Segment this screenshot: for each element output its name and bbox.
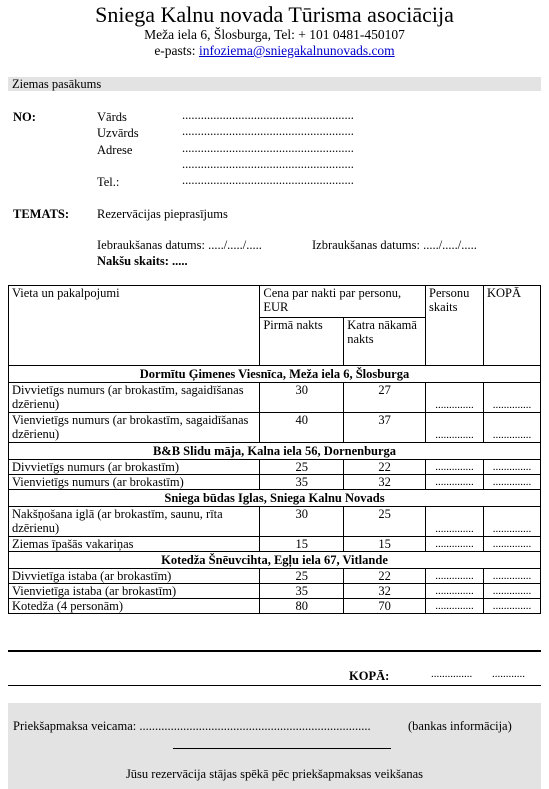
persons-input[interactable]: .............. — [426, 599, 484, 614]
price-first: 40 — [260, 413, 344, 443]
header-persons: Personu skaits — [426, 286, 484, 366]
total-input[interactable]: .............. — [484, 413, 541, 443]
header-first-night: Pirmā nakts — [260, 318, 344, 366]
signature-rule — [173, 748, 391, 749]
service-name: Kotedža (4 personām) — [9, 599, 260, 614]
field-name-dots[interactable]: ....................................................... — [182, 108, 354, 122]
persons-input[interactable]: .............. — [426, 460, 484, 475]
prepayment-note: Jūsu rezervācija stājas spēkā pēc priekšapmaksas veikšanas — [125, 767, 424, 781]
header-total: KOPĀ — [484, 286, 541, 366]
subject-label: TEMATS: — [13, 207, 70, 221]
field-address2-dots[interactable]: ....................................................... — [182, 157, 354, 171]
price-first: 25 — [260, 460, 344, 475]
total-input[interactable]: .............. — [484, 475, 541, 490]
price-first: 35 — [260, 584, 344, 599]
field-address-dots[interactable]: ....................................................... — [182, 141, 354, 155]
prepayment-line[interactable]: Priekšapmaksa veicama: .......................................................................... — [13, 719, 371, 733]
price-first: 25 — [260, 569, 344, 584]
organization-title: Sniega Kalnu novada Tūrisma asociācija — [95, 2, 454, 27]
price-first: 15 — [260, 537, 344, 552]
persons-input[interactable]: .............. — [426, 507, 484, 537]
grand-total-sum-dots[interactable]: ............ — [492, 668, 525, 680]
service-name: Nakšņošana iglā (ar brokastīm, saunu, rīta dzērienu) — [9, 507, 260, 537]
section-heading: Kotedža Šnēuvcihta, Egļu iela 67, Vitlande — [9, 552, 541, 569]
total-input[interactable]: .............. — [484, 569, 541, 584]
from-label: NO: — [13, 110, 36, 124]
field-label-address: Adrese — [97, 143, 133, 157]
total-top-rule — [8, 650, 541, 652]
price-first: 35 — [260, 475, 344, 490]
price-next: 22 — [344, 569, 426, 584]
price-next: 22 — [344, 460, 426, 475]
price-first: 80 — [260, 599, 344, 614]
price-next: 25 — [344, 507, 426, 537]
arrival-date[interactable]: Iebraukšanas datums: ...../...../..... — [97, 238, 262, 252]
total-input[interactable]: .............. — [484, 460, 541, 475]
total-input[interactable]: .............. — [484, 383, 541, 413]
bank-info-label: (bankas informācija) — [408, 719, 512, 733]
persons-input[interactable]: .............. — [426, 584, 484, 599]
price-table — [8, 285, 541, 614]
organization-address: Meža iela 6, Šlosburga, Tel: + 101 0481-450107 — [144, 27, 405, 42]
header-next-night: Katra nākamā nakts — [344, 318, 426, 366]
field-label-surname: Uzvārds — [97, 126, 139, 140]
field-surname-dots[interactable]: ....................................................... — [182, 124, 354, 138]
service-name: Ziemas īpašās vakariņas — [9, 537, 260, 552]
total-bottom-rule — [8, 685, 541, 686]
persons-input[interactable]: .............. — [426, 475, 484, 490]
price-first: 30 — [260, 507, 344, 537]
price-next: 32 — [344, 475, 426, 490]
price-next: 15 — [344, 537, 426, 552]
field-label-name: Vārds — [97, 110, 127, 124]
total-input[interactable]: .............. — [484, 537, 541, 552]
persons-input[interactable]: .............. — [426, 383, 484, 413]
grand-total-label: KOPĀ: — [349, 669, 390, 683]
field-phone-dots[interactable]: ....................................................... — [182, 173, 354, 187]
email-link[interactable]: infoziema@sniegakalnunovads.com — [198, 43, 395, 58]
subject-text: Rezervācijas pieprasījums — [97, 207, 228, 221]
price-first: 30 — [260, 383, 344, 413]
price-next: 70 — [344, 599, 426, 614]
service-name: Vienvietīgs numurs (ar brokastīm) — [9, 475, 260, 490]
section-title-bar: Ziemas pasākums — [8, 77, 541, 91]
service-name: Vienvietīga istaba (ar brokastīm) — [9, 584, 260, 599]
price-next: 27 — [344, 383, 426, 413]
service-name: Divvietīgs numurs (ar brokastīm, sagaidīšanas dzērienu) — [9, 383, 260, 413]
header-place: Vieta un pakalpojumi — [9, 286, 260, 366]
section-heading: Dormītu Ģimenes Viesnīca, Meža iela 6, Šlosburga — [9, 366, 541, 383]
persons-input[interactable]: .............. — [426, 413, 484, 443]
departure-date[interactable]: Izbraukšanas datums: ...../...../..... — [312, 238, 477, 252]
total-input[interactable]: .............. — [484, 584, 541, 599]
header-price: Cena par nakti par personu, EUR — [260, 286, 426, 318]
service-name: Divvietīga istaba (ar brokastīm) — [9, 569, 260, 584]
grand-total-persons-dots[interactable]: ............... — [431, 668, 473, 680]
persons-input[interactable]: .............. — [426, 569, 484, 584]
section-heading: B&B Slidu māja, Kalna iela 56, Dornenburga — [9, 443, 541, 460]
organization-email-line — [0, 43, 549, 59]
total-input[interactable]: .............. — [484, 507, 541, 537]
service-name: Vienvietīgs numurs (ar brokastīm, sagaidīšanas dzērienu) — [9, 413, 260, 443]
service-name: Divvietīgs numurs (ar brokastīm) — [9, 460, 260, 475]
price-next: 32 — [344, 584, 426, 599]
price-next: 37 — [344, 413, 426, 443]
section-heading: Sniega būdas Iglas, Sniega Kalnu Novads — [9, 490, 541, 507]
email-label: e-pasts: — [154, 43, 199, 58]
nights-count[interactable]: Nakšu skaits: ..... — [97, 254, 188, 268]
total-input[interactable]: .............. — [484, 599, 541, 614]
persons-input[interactable]: .............. — [426, 537, 484, 552]
field-label-phone: Tel.: — [97, 175, 120, 189]
